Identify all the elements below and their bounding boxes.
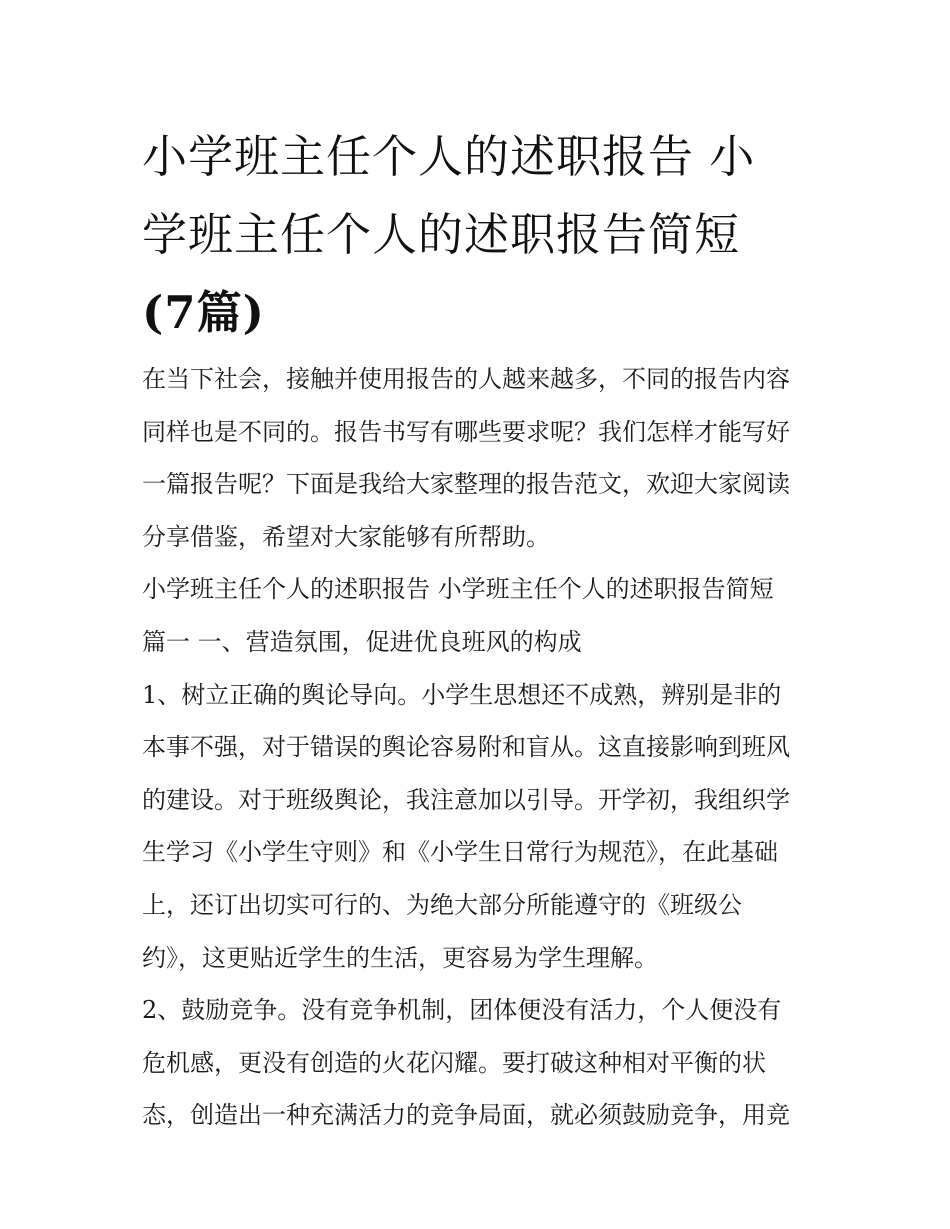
body-line: 上，还订出切实可行的、为绝大部分所能遵守的《班级公 xyxy=(142,890,742,919)
title-line-1: 小学班主任个人的述职报告 小 xyxy=(142,130,756,183)
body-line: 约》，这更贴近学生的生活，更容易为学生理解。 xyxy=(142,943,658,972)
body-line: 小学班主任个人的述职报告 小学班主任个人的述职报告简短 xyxy=(142,575,774,604)
title-line-2: 学班主任个人的述职报告简短 xyxy=(142,208,741,261)
body-line: 同样也是不同的。报告书写有哪些要求呢？我们怎样才能写好 xyxy=(142,417,790,446)
body-line: 2、鼓励竞争。没有竞争机制，团体便没有活力，个人便没有 xyxy=(142,996,782,1025)
body-line: 篇一 一、营造氛围，促进优良班风的构成 xyxy=(142,627,582,656)
document-title xyxy=(142,118,822,352)
body-line: 的建设。对于班级舆论，我注意加以引导。开学初，我组织学 xyxy=(142,785,790,814)
body-line: 危机感，更没有创造的火花闪耀。要打破这种相对平衡的状 xyxy=(142,1048,766,1077)
body-line: 1、树立正确的舆论导向。小学生思想还不成熟，辨别是非的 xyxy=(142,680,782,709)
body-line: 在当下社会，接触并使用报告的人越来越多，不同的报告内容 xyxy=(142,365,790,393)
body-line: 生学习《小学生守则》和《小学生日常行为规范》，在此基础 xyxy=(142,838,778,867)
body-line: 分享借鉴，希望对大家能够有所帮助。 xyxy=(142,522,550,551)
body-line: 本事不强，对于错误的舆论容易附和盲从。这直接影响到班风 xyxy=(142,733,790,762)
document-body xyxy=(142,353,814,1142)
title-line-3: (7篇) xyxy=(142,286,265,339)
body-line: 态，创造出一种充满活力的竞争局面，就必须鼓励竞争，用竞 xyxy=(142,1101,790,1130)
body-line: 一篇报告呢？下面是我给大家整理的报告范文，欢迎大家阅读 xyxy=(142,470,790,499)
